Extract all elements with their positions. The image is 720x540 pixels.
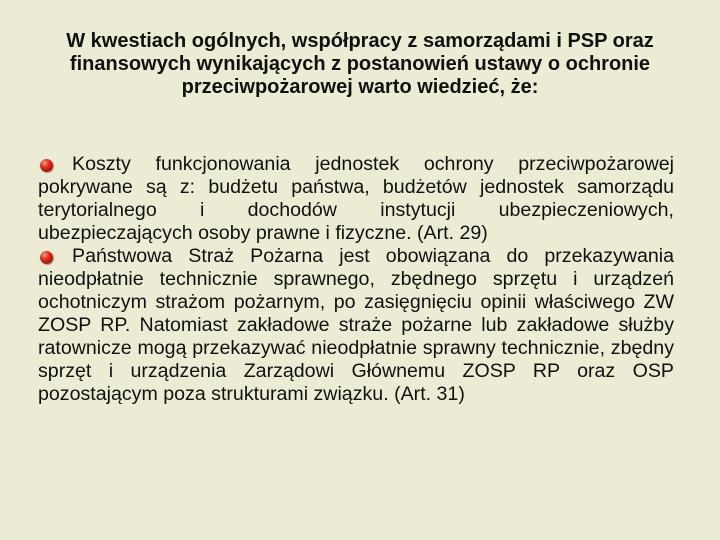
bullet-text: Państwowa Straż Pożarna jest obowiązana do przekazywania nieodpłatnie technicznie sprawnego, zbędnego sprzętu i urządzeń ochotniczym strażom pożarnym, po zasięgnięciu opinii właściwego ZW ZOSP RP. Natomiast zakładowe straże pożarne lub zakładowe służby ratownicze mogą przekazywać nieodpłatnie sprawny technicznie, zbędny sprzęt i urządzenia Zarządowi Głównemu ZOSP RP oraz OSP pozostającym poza strukturami związku. (Art. 31)	[38, 245, 674, 405]
bullet-item-equipment	[38, 245, 674, 406]
red-ball-bullet-icon	[40, 251, 53, 264]
slide-title: W kwestiach ogólnych, współpracy z samorządami i PSP oraz finansowych wynikających z postanowień ustawy o ochronie przeciwpożarowej warto wiedzieć, że:	[66, 30, 654, 98]
bullet-item-costs	[38, 153, 674, 245]
red-ball-bullet-icon	[40, 159, 53, 172]
bullet-list	[38, 153, 674, 406]
bullet-text: Koszty funkcjonowania jednostek ochrony przeciwpożarowej pokrywane są z: budżetu państwa, budżetów jednostek samorządu terytorialnego i dochodów instytucji ubezpieczeniowych, ubezpieczających osoby prawne i fizyczne. (Art. 29)	[38, 153, 674, 244]
